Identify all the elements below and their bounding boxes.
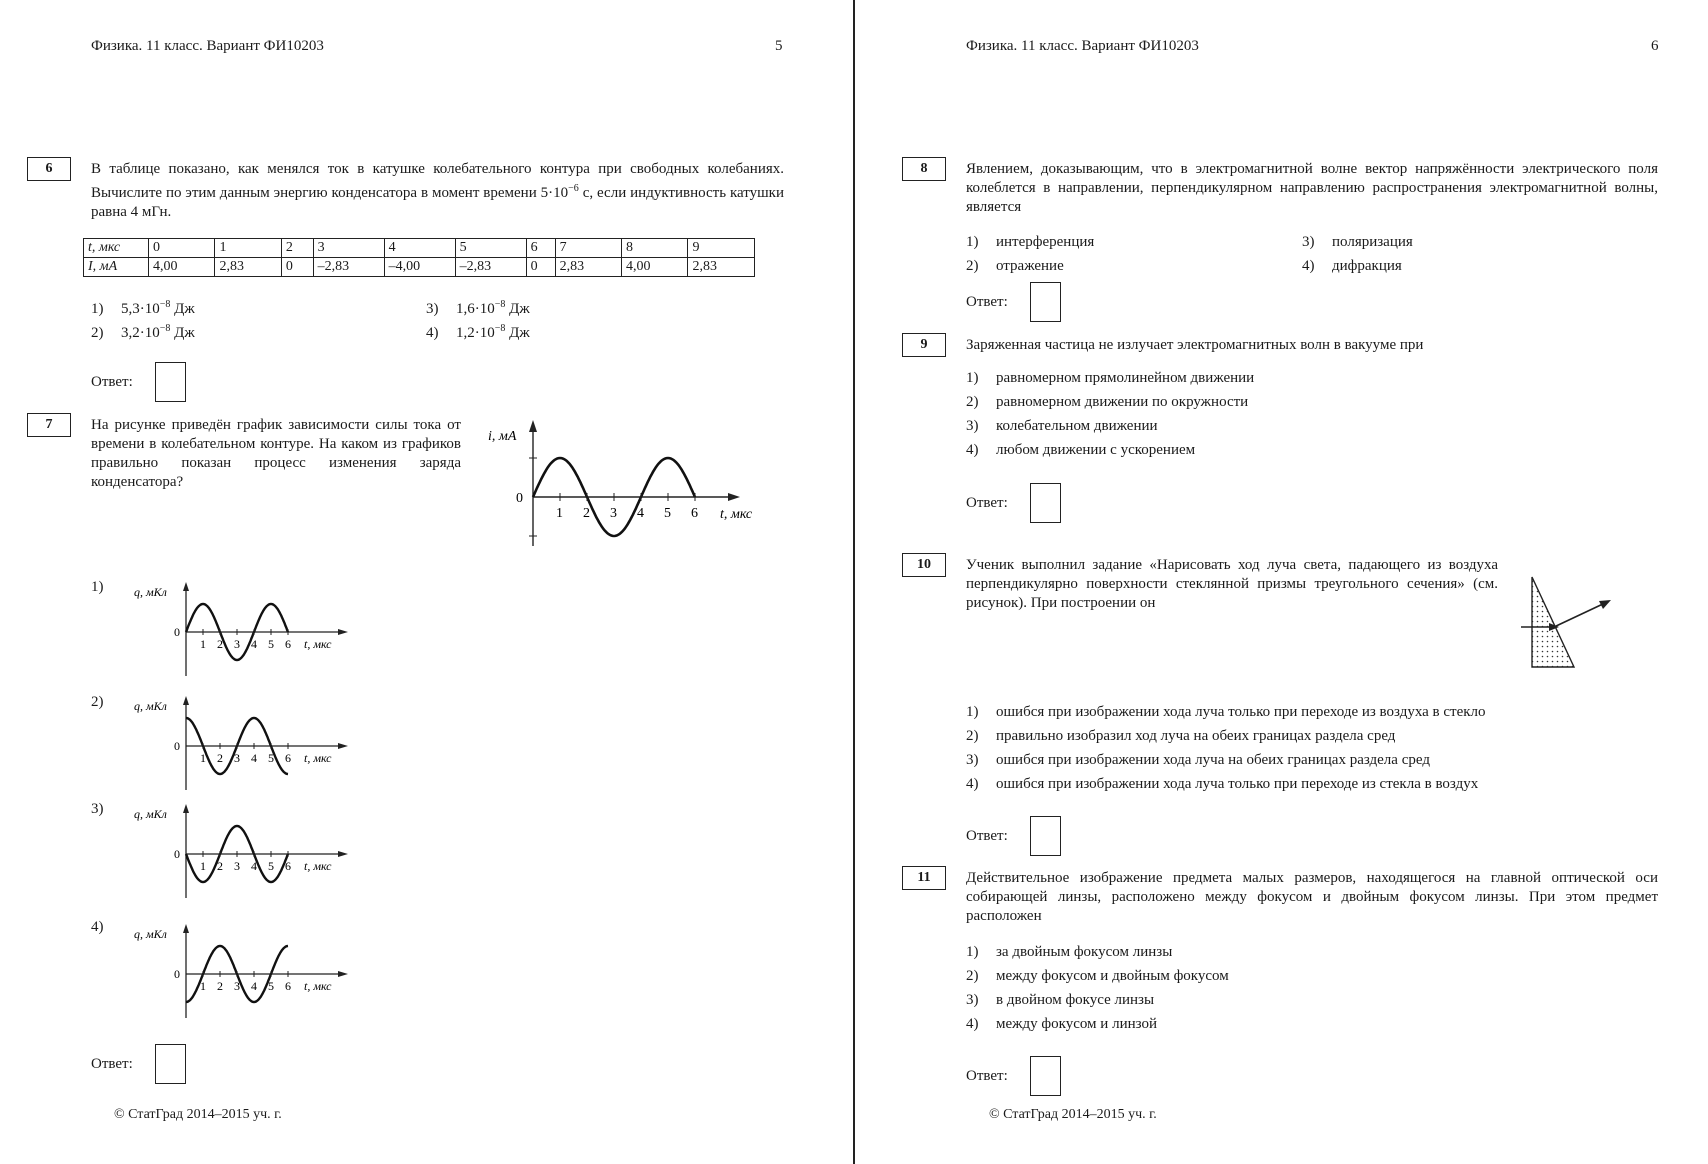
q10-number: 10 [902,553,946,577]
q7-option-2-graph[interactable] [130,694,360,794]
q7-small-ylabel: q, мКл [134,585,167,599]
q7-small-tick-label: 1 [200,751,206,765]
q10-option-3-num: 3) [966,752,979,768]
q7-small-origin: 0 [174,625,180,639]
q6-option-4-unit: Дж [505,325,530,341]
q6-t-cell: 7 [555,239,621,258]
q6-answer-label: Ответ: [91,374,133,390]
q7-option-4-label[interactable]: 4) [91,919,104,935]
q10-prism-figure [1521,570,1656,675]
q6-i-cell: –4,00 [384,258,455,277]
q6-t-cell: 6 [526,239,555,258]
q6-t-cell: 5 [455,239,526,258]
q11-option-2-num: 2) [966,968,979,984]
q6-table [83,238,755,277]
q9-text: Заряженная частица не излучает электромагнитных волн в вакууме при [966,337,1424,353]
q9-answer-label: Ответ: [966,495,1008,511]
q7-small-y-arrow [183,924,189,933]
q6-option-4-exp: −8 [494,323,506,334]
q7-small-x-arrow [338,851,348,857]
q6-table-row-t [84,239,755,258]
q7-main-graph [478,418,768,558]
q9-option-2-text: равномерном движении по окружности [996,394,1249,410]
q6-option-1-unit: Дж [170,301,195,317]
q7-main-y-arrow [529,420,537,432]
q7-small-y-arrow [183,804,189,813]
q6-option-3-exp: −8 [494,299,506,310]
q11-option-3[interactable] [966,991,1154,1009]
q11-text: Действительное изображение предмета малых размеров, находящегося на главной оптической оси собирающей линзы, расположено между фокусом и двойным фокусом линзы. При этом предмет расположен [966,870,1658,924]
q6-i-cell: –2,83 [313,258,384,277]
q11-option-3-num: 3) [966,992,979,1008]
q7-option-2-label[interactable]: 2) [91,694,104,710]
q6-option-2-unit: Дж [170,325,195,341]
q6-i-cell: 4,00 [149,258,215,277]
q11-option-2-text: между фокусом и двойным фокусом [996,968,1229,984]
q6-table-row-i [84,258,755,277]
q7-small-xlabel: t, мкс [304,859,332,873]
q7-small-x-arrow [338,971,348,977]
q7-small-origin: 0 [174,967,180,981]
q7-option-1-label[interactable]: 1) [91,579,104,595]
q7-answer-box[interactable] [155,1044,186,1084]
header-subject-left: Физика. 11 класс. Вариант ФИ10203 [91,38,324,54]
q7-small-tick-label: 6 [285,979,291,993]
q9-option-3-text: колебательном движении [996,418,1158,434]
q8-option-1[interactable] [966,233,1094,251]
q7-small-tick-label: 4 [251,751,257,765]
q6-t-cell: 1 [215,239,281,258]
q7-small-tick-label: 4 [251,859,257,873]
q10-option-2-num: 2) [966,728,979,744]
q7-small-tick-label: 6 [285,859,291,873]
q7-small-tick-label: 5 [268,751,274,765]
q7-number: 7 [27,413,71,437]
q7-option-4-graph[interactable] [130,922,360,1022]
q10-option-4-num: 4) [966,776,979,792]
q9-option-3[interactable] [966,417,1158,435]
q7-main-origin: 0 [516,491,523,506]
q7-small-tick-label: 2 [217,979,223,993]
q6-option-3-unit: Дж [505,301,530,317]
q9-option-4-num: 4) [966,442,979,458]
q6-text-exp: −6 [568,183,579,194]
q6-text [91,160,784,222]
q9-option-3-num: 3) [966,418,979,434]
q7-small-tick-label: 5 [268,637,274,651]
q10-option-1-text: ошибся при изображении хода луча только при переходе из воздуха в стекло [996,704,1486,720]
q7-text: На рисунке приведён график зависимости силы тока от времени в колебательном контуре. На каком из графиков правильно показан процесс изменения заряда конденсатора? [91,417,461,490]
q9-option-2-num: 2) [966,394,979,410]
q9-number: 9 [902,333,946,357]
q8-text: Явлением, доказывающим, что в электромагнитной волне вектор напряжённости электрического поля колеблется в направлении, перпендикулярном направлению распространения электромагнитной волны, является [966,161,1658,215]
q10-option-4[interactable] [966,775,1478,793]
q6-text-b: с, если индуктивность катушки равна 4 мГн. [91,185,784,220]
q10-answer-box[interactable] [1030,816,1061,856]
q8-option-2-num: 2) [966,258,979,274]
q6-t-label: t, мкс [84,239,149,258]
q10-prism [1532,577,1574,667]
q7-small-tick-label: 5 [268,979,274,993]
q11-option-4-text: между фокусом и линзой [996,1016,1157,1032]
q6-i-cell: 0 [526,258,555,277]
q7-small-tick-label: 2 [217,637,223,651]
q7-main-ylabel: i, мА [488,429,517,444]
q10-option-2-text: правильно изобразил ход луча на обеих границах раздела сред [996,728,1396,744]
q7-small-y-arrow [183,696,189,705]
q7-small-x-arrow [338,629,348,635]
q8-option-3-text: поляризация [1332,234,1413,250]
q6-i-cell: 2,83 [688,258,755,277]
q6-text-a: В таблице показано, как менялся ток в катушке колебательного контура при свободных колебаниях. Вычислите по этим данным энергию конденсатора в момент времени 5·10 [91,161,784,201]
q9-option-1-num: 1) [966,370,979,386]
q7-main-tick-label: 1 [556,506,563,521]
q7-small-tick-label: 3 [234,979,240,993]
header-subject-right: Физика. 11 класс. Вариант ФИ10203 [966,38,1199,54]
q9-answer-box[interactable] [1030,483,1061,523]
q9-option-4-text: любом движении с ускорением [996,442,1196,458]
q6-option-4[interactable] [426,320,530,342]
q6-option-2[interactable] [91,320,195,342]
q6-option-3-mant: 1,6·10 [456,301,495,317]
q10-refracted-ray [1554,603,1605,627]
q6-option-4-mant: 1,2·10 [456,325,495,341]
q7-small-tick-label: 4 [251,637,257,651]
q6-t-cell: 4 [384,239,455,258]
q11-option-1[interactable] [966,943,1172,961]
q7-main-x-arrow [728,493,740,501]
q11-option-4-num: 4) [966,1016,979,1032]
q6-i-cell: 2,83 [555,258,621,277]
q9-option-2[interactable] [966,393,1248,411]
q7-small-tick-label: 1 [200,859,206,873]
q7-main-tick-label: 5 [664,506,671,521]
q6-option-1-mant: 5,3·10 [121,301,160,317]
q11-number: 11 [902,866,946,890]
page-left [0,0,852,1164]
q7-small-x-arrow [338,743,348,749]
q9-option-4[interactable] [966,441,1195,459]
q10-option-2[interactable] [966,727,1395,745]
q8-option-4-num: 4) [1302,258,1315,274]
q6-i-cell: 2,83 [215,258,281,277]
q6-t-cell: 8 [622,239,688,258]
q7-small-tick-label: 2 [217,751,223,765]
q7-small-origin: 0 [174,739,180,753]
q7-option-1-graph[interactable] [130,580,360,680]
footer-left: © СтатГрад 2014–2015 уч. г. [114,1107,282,1122]
q8-option-3[interactable] [1302,233,1413,251]
q8-option-2-text: отражение [996,258,1064,274]
q11-answer-box[interactable] [1030,1056,1061,1096]
q7-small-tick-label: 6 [285,751,291,765]
q6-t-cell: 3 [313,239,384,258]
q7-small-y-arrow [183,582,189,591]
page-number-right: 6 [1651,38,1659,54]
q11-option-1-text: за двойным фокусом линзы [996,944,1173,960]
q7-small-tick-label: 6 [285,637,291,651]
q7-option-3-graph[interactable] [130,802,360,902]
q8-option-1-num: 1) [966,234,979,250]
q6-i-cell: –2,83 [455,258,526,277]
q11-option-1-num: 1) [966,944,979,960]
q7-small-ylabel: q, мКл [134,807,167,821]
q7-small-tick-label: 4 [251,979,257,993]
q7-main-xlabel: t, мкс [720,507,753,522]
q9-option-1-text: равномерном прямолинейном движении [996,370,1255,386]
page-divider [853,0,855,1164]
q6-option-3-num: 3) [426,301,439,317]
q7-main-tick-label: 3 [610,506,617,521]
q10-text: Ученик выполнил задание «Нарисовать ход луча света, падающего из воздуха перпендикулярно поверхности стеклянной призмы треугольного сечения» (см. рисунок). При построении он [966,557,1498,611]
q8-option-4-text: дифракция [1332,258,1402,274]
q8-option-2[interactable] [966,257,1064,275]
q6-option-4-num: 4) [426,325,439,341]
q10-answer-label: Ответ: [966,828,1008,844]
q7-small-origin: 0 [174,847,180,861]
q6-option-2-exp: −8 [159,323,171,334]
q7-option-3-label[interactable]: 3) [91,801,104,817]
q7-small-xlabel: t, мкс [304,751,332,765]
q8-option-3-num: 3) [1302,234,1315,250]
q7-small-xlabel: t, мкс [304,637,332,651]
q7-small-tick-label: 2 [217,859,223,873]
q6-option-1-num: 1) [91,301,104,317]
q7-small-tick-label: 1 [200,979,206,993]
q7-small-tick-label: 1 [200,637,206,651]
q6-option-3[interactable] [426,296,530,318]
q7-small-tick-label: 3 [234,751,240,765]
q6-option-1-exp: −8 [159,299,171,310]
q7-small-xlabel: t, мкс [304,979,332,993]
q7-small-tick-label: 3 [234,637,240,651]
q10-option-1-num: 1) [966,704,979,720]
q6-option-2-num: 2) [91,325,104,341]
q8-option-4[interactable] [1302,257,1402,275]
q10-option-3[interactable] [966,751,1430,769]
q7-main-tick-label: 4 [637,506,644,521]
q6-answer-box[interactable] [155,362,186,402]
page-right [856,0,1708,1164]
q10-refracted-arrow [1599,600,1611,609]
q11-answer-label: Ответ: [966,1068,1008,1084]
q7-small-ylabel: q, мКл [134,927,167,941]
q8-option-1-text: интерференция [996,234,1095,250]
q11-option-4[interactable] [966,1015,1157,1033]
q10-option-4-text: ошибся при изображении хода луча только при переходе из стекла в воздух [996,776,1479,792]
q11-option-2[interactable] [966,967,1229,985]
q7-small-ylabel: q, мКл [134,699,167,713]
q6-t-cell: 2 [281,239,313,258]
q6-i-cell: 4,00 [622,258,688,277]
q8-answer-label: Ответ: [966,294,1008,310]
q6-t-cell: 0 [149,239,215,258]
q6-option-1[interactable] [91,296,195,318]
q10-option-1[interactable] [966,703,1486,721]
q10-option-3-text: ошибся при изображении хода луча на обеих границах раздела сред [996,752,1430,768]
q9-option-1[interactable] [966,369,1254,387]
q8-answer-box[interactable] [1030,282,1061,322]
q6-t-cell: 9 [688,239,755,258]
q7-answer-label: Ответ: [91,1056,133,1072]
q6-number: 6 [27,157,71,181]
q7-small-tick-label: 3 [234,859,240,873]
q7-small-tick-label: 5 [268,859,274,873]
q6-i-cell: 0 [281,258,313,277]
page-number-left: 5 [775,38,783,54]
footer-right: © СтатГрад 2014–2015 уч. г. [989,1107,1157,1122]
q6-i-label: I, мА [84,258,149,277]
q7-main-tick-label: 6 [691,506,698,521]
q11-option-3-text: в двойном фокусе линзы [996,992,1155,1008]
q7-main-tick-label: 2 [583,506,590,521]
q8-number: 8 [902,157,946,181]
q6-option-2-mant: 3,2·10 [121,325,160,341]
